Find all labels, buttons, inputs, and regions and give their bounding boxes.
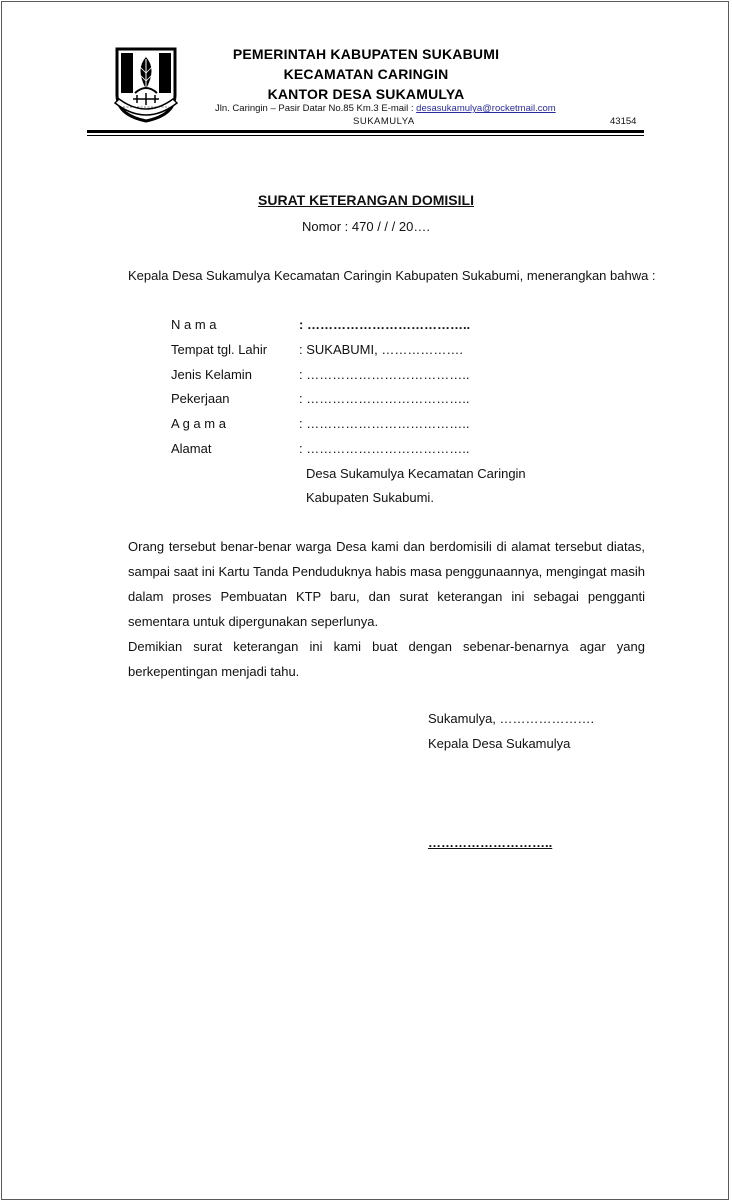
field-value-birth: : SUKABUMI, ………………. xyxy=(299,342,463,357)
field-value-occupation: : ……………………………….. xyxy=(299,391,470,406)
document-number: Nomor : 470 / / / 20…. xyxy=(302,219,430,234)
header-postal-code: 43154 xyxy=(610,116,637,127)
signature-place-date: Sukamulya, …………………. xyxy=(428,711,595,726)
signature-name: ……………………….. xyxy=(428,835,553,850)
field-value-religion: : ……………………………….. xyxy=(299,416,470,431)
address-line-village: Desa Sukamulya Kecamatan Caringin xyxy=(306,466,526,481)
field-label-address: Alamat xyxy=(171,441,212,456)
field-value-gender: : ……………………………….. xyxy=(299,367,470,382)
field-value-address: : ……………………………….. xyxy=(299,441,470,456)
field-value-name: : ……………………………….. xyxy=(299,317,471,332)
header-office: KANTOR DESA SUKAMULYA xyxy=(267,86,465,102)
header-divider-thin xyxy=(87,135,644,136)
field-label-gender: Jenis Kelamin xyxy=(171,367,252,382)
header-address xyxy=(215,103,556,114)
field-label-occupation: Pekerjaan xyxy=(171,391,230,406)
header-city: SUKAMULYA xyxy=(353,116,415,127)
header-divider-thick xyxy=(87,130,644,133)
intro-text: Kepala Desa Sukamulya Kecamatan Caringin Kabupaten Sukabumi, menerangkan bahwa : xyxy=(128,268,656,283)
document-title: SURAT KETERANGAN DOMISILI xyxy=(258,192,474,208)
field-label-name: N a m a xyxy=(171,317,217,332)
field-label-religion: A g a m a xyxy=(171,416,226,431)
field-label-birth: Tempat tgl. Lahir xyxy=(171,342,268,357)
address-line-regency: Kabupaten Sukabumi. xyxy=(306,490,434,505)
header-district: KECAMATAN CARINGIN xyxy=(283,66,449,82)
address-text: Jln. Caringin – Pasir Datar No.85 Km.3 E-mail : xyxy=(215,103,417,114)
email-link[interactable]: desasukamulya@rocketmail.com xyxy=(416,103,556,114)
body-paragraph-1: Orang tersebut benar-benar warga Desa kami dan berdomisili di alamat tersebut diatas, sampai saat ini Kartu Tanda Penduduknya habis masa penggunaannya, mengingat masih dalam proses Pembuatan KTP baru, dan surat keterangan ini sebagai pengganti sementara untuk dipergunakan seperlunya. xyxy=(128,539,645,629)
body-paragraph-2: Demikian surat keterangan ini kami buat dengan sebenar-benarnya agar yang berkepentingan menjadi tahu. xyxy=(128,639,645,679)
signature-position: Kepala Desa Sukamulya xyxy=(428,736,571,751)
header-government: PEMERINTAH KABUPATEN SUKABUMI xyxy=(232,46,500,62)
